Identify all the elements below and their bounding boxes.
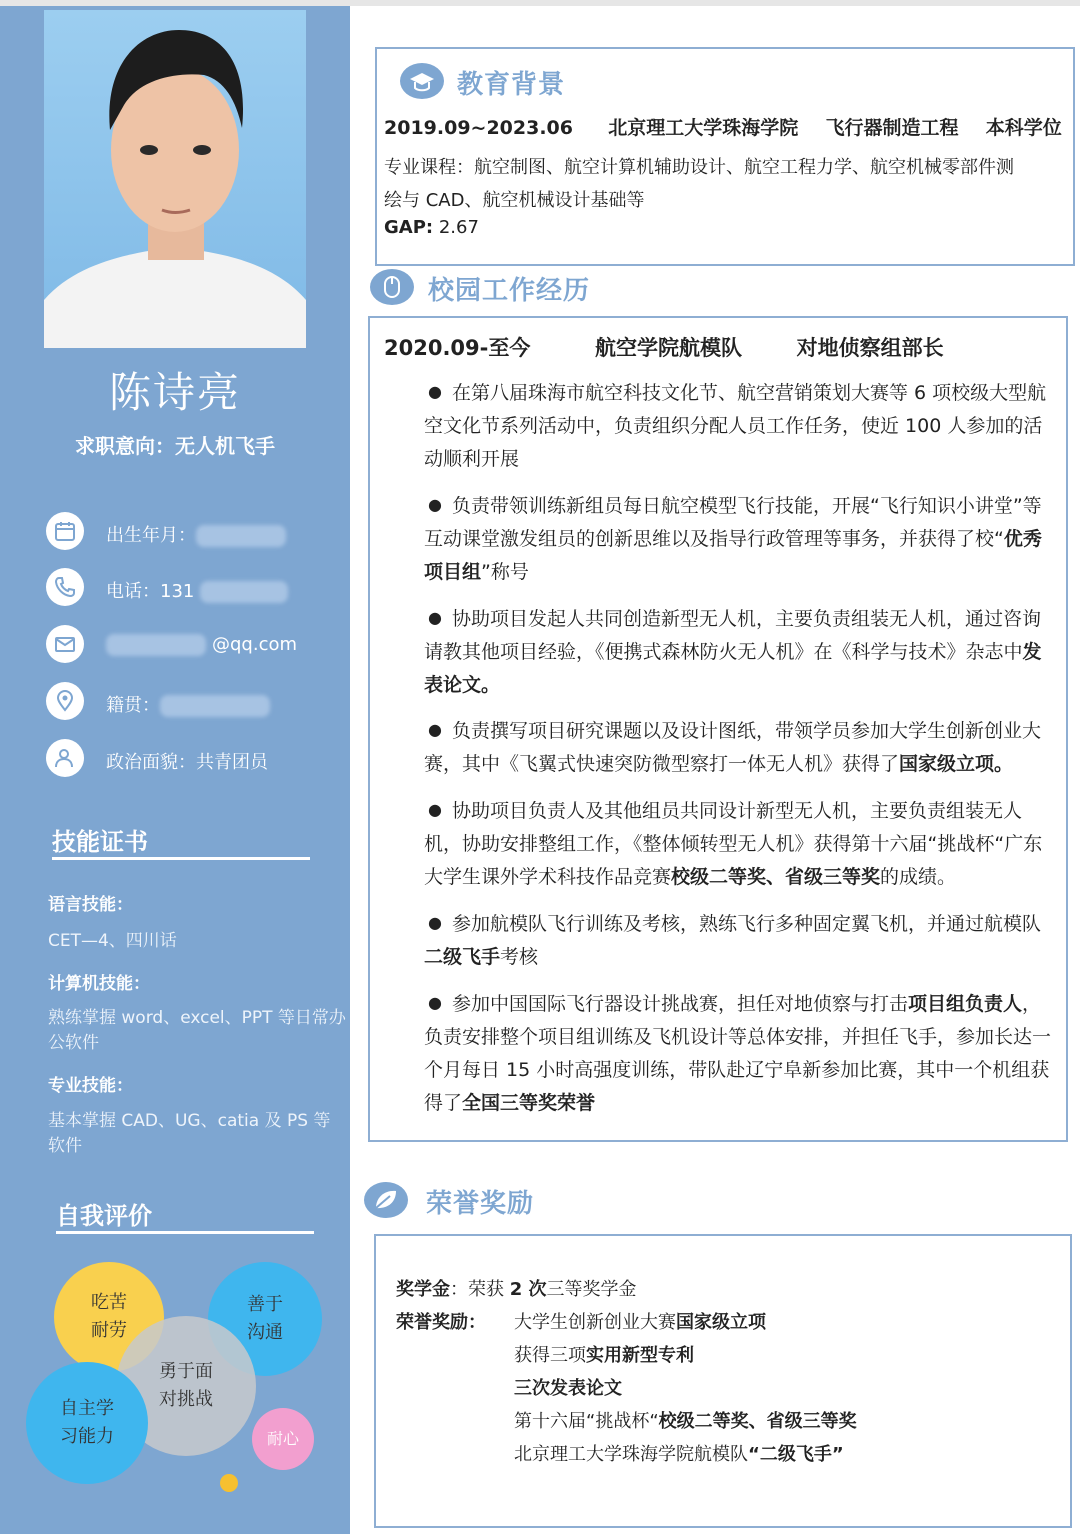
graduation-icon [400,63,444,99]
campus-item-5: ● 协助项目负责人及其他组员共同设计新型无人机，主要负责组装无人机，协助安排整组工作，《整体倾转型无人机》获得第十六届“挑战杯“广东大学生课外学术科技作品竞赛校级二等奖、省级三等奖的成绩。 [424,800,1043,888]
honor-item-4: 第十六届“挑战杯“校级二等奖、省级三等奖 [514,1411,857,1432]
computer-skill-text: 熟练掌握 word、excel、PPT 等日常办公软件 [48,1008,346,1053]
campus-item-7: ● 参加中国国际飞行器设计挑战赛，担任对地侦察与打击项目组负责人，负责安排整个项目组训练及飞机设计等总体安排，并担任飞手，参加长达一个月每日 15 小时高强度训练，带队赴辽宁阜新参加比赛，其中一个机组获得了全国三等奖荣誉 [424,993,1052,1114]
campus-period: 2020.09-至今 [384,336,531,360]
honor-item-1: 大学生创新创业大赛国家级立项 [514,1312,766,1333]
politics-row [46,739,346,779]
decor-dot [220,1474,238,1492]
candidate-name: 陈诗亮 [108,368,241,417]
course-line-2: 绘与 CAD、航空机械设计基础等 [384,190,645,211]
mouse-icon [370,269,414,305]
education-degree: 本科学位 [985,117,1062,139]
honor-item-3: 三次发表论文 [514,1378,622,1399]
origin-row [46,682,346,722]
pro-skill-text: 基本掌握 CAD、UG、catia 及 PS 等软件 [48,1111,331,1156]
birth-label: 出生年月： [106,525,196,546]
campus-item-4: ● 负责撰写项目研究课题以及设计图纸，带领学员参加大学生创新创业大赛，其中《飞翼式快速突防微型察打一体无人机》获得了国家级立项。 [424,720,1041,775]
campus-item-3: ● 协助项目发起人共同创造新型无人机，主要负责组装无人机，通过咨询请教其他项目经验，《便携式森林防火无人机》在《科学与技术》杂志中发表论文。 [424,608,1042,696]
phone-row [46,568,346,608]
education-summary [384,113,1062,140]
birth-row [46,512,346,552]
mail-icon [46,625,84,663]
pro-skill-label: 专业技能： [48,1076,133,1096]
education-school: 北京理工大学珠海学院 [608,117,799,139]
honor-item-5: 北京理工大学珠海学院航模队“二级飞手” [514,1444,844,1465]
course-text-1: 航空制图、航空计算机辅助设计、航空工程力学、航空机械零部件测 [474,157,1014,178]
email-row [46,625,346,665]
calendar-icon [46,512,84,550]
bubble-patience: 耐心 [252,1408,314,1470]
education-period: 2019.09~2023.06 [384,117,573,139]
course-line-1 [384,153,1014,179]
computer-skill-label: 计算机技能： [48,974,150,994]
education-title: 教育背景 [457,70,566,100]
campus-title: 校园工作经历 [428,276,591,306]
honor-item-2: 获得三项实用新型专利 [514,1345,694,1366]
gap-label: GAP: [384,217,434,238]
redacted-phone [200,581,288,603]
honors-title: 荣誉奖励 [426,1189,535,1219]
person-icon [46,739,84,777]
phone-label: 电话：131 [106,581,195,602]
scholarship-line: 奖学金：荣获 2 次三等奖学金 [396,1279,637,1300]
bubble-hardworking: 吃苦 耐劳 [54,1262,164,1372]
self-eval-divider [56,1231,314,1234]
campus-item-6: ● 参加航模队飞行训练及考核，熟练飞行多种固定翼飞机，并通过航模队二级飞手考核 [424,913,1041,968]
leaf-icon [364,1182,408,1218]
profile-photo [44,10,306,348]
campus-role: 对地侦察组部长 [796,336,944,360]
skills-divider [52,857,310,860]
campus-item-2: ● 负责带领训练新组员每日航空模型飞行技能，开展“飞行知识小讲堂”等互动课堂激发组员的创新思维以及指导行政管理等事务，并获得了校“优秀项目组”称号 [424,495,1042,583]
language-skill-label: 语言技能： [48,895,133,915]
campus-org: 航空学院航模队 [595,336,742,360]
politics-text: 政治面貌：共青团员 [106,752,268,773]
skills-heading: 技能证书 [52,828,148,856]
location-icon [46,682,84,720]
honor-label: 荣誉奖励： [396,1312,486,1333]
campus-header [384,332,944,362]
campus-item-1: ● 在第八届珠海市航空科技文化节、航空营销策划大赛等 6 项校级大型航空文化节系列活动中，负责组织分配人员工作任务，使近 100 人参加的活动顺利开展 [424,382,1047,470]
language-skill-text: CET—4、四川话 [48,931,177,951]
origin-label: 籍贯： [106,695,160,716]
bubble-challenge: 勇于面 对挑战 [116,1316,256,1456]
education-major: 飞行器制造工程 [825,117,959,139]
redacted-origin [160,695,270,717]
redacted-email [106,634,206,656]
gap-line [384,217,479,238]
gap-value: 2.67 [438,217,479,238]
redacted-birth [196,525,286,547]
self-eval-heading: 自我评价 [56,1202,152,1230]
phone-icon [46,568,84,606]
email-suffix: @qq.com [212,634,298,655]
course-label: 专业课程： [384,157,474,178]
bubble-communication: 善于 沟通 [208,1262,322,1376]
scholarship-label: 奖学金 [396,1279,450,1300]
job-objective: 求职意向：无人机飞手 [75,434,275,458]
bubble-self-learning: 自主学 习能力 [26,1362,148,1484]
